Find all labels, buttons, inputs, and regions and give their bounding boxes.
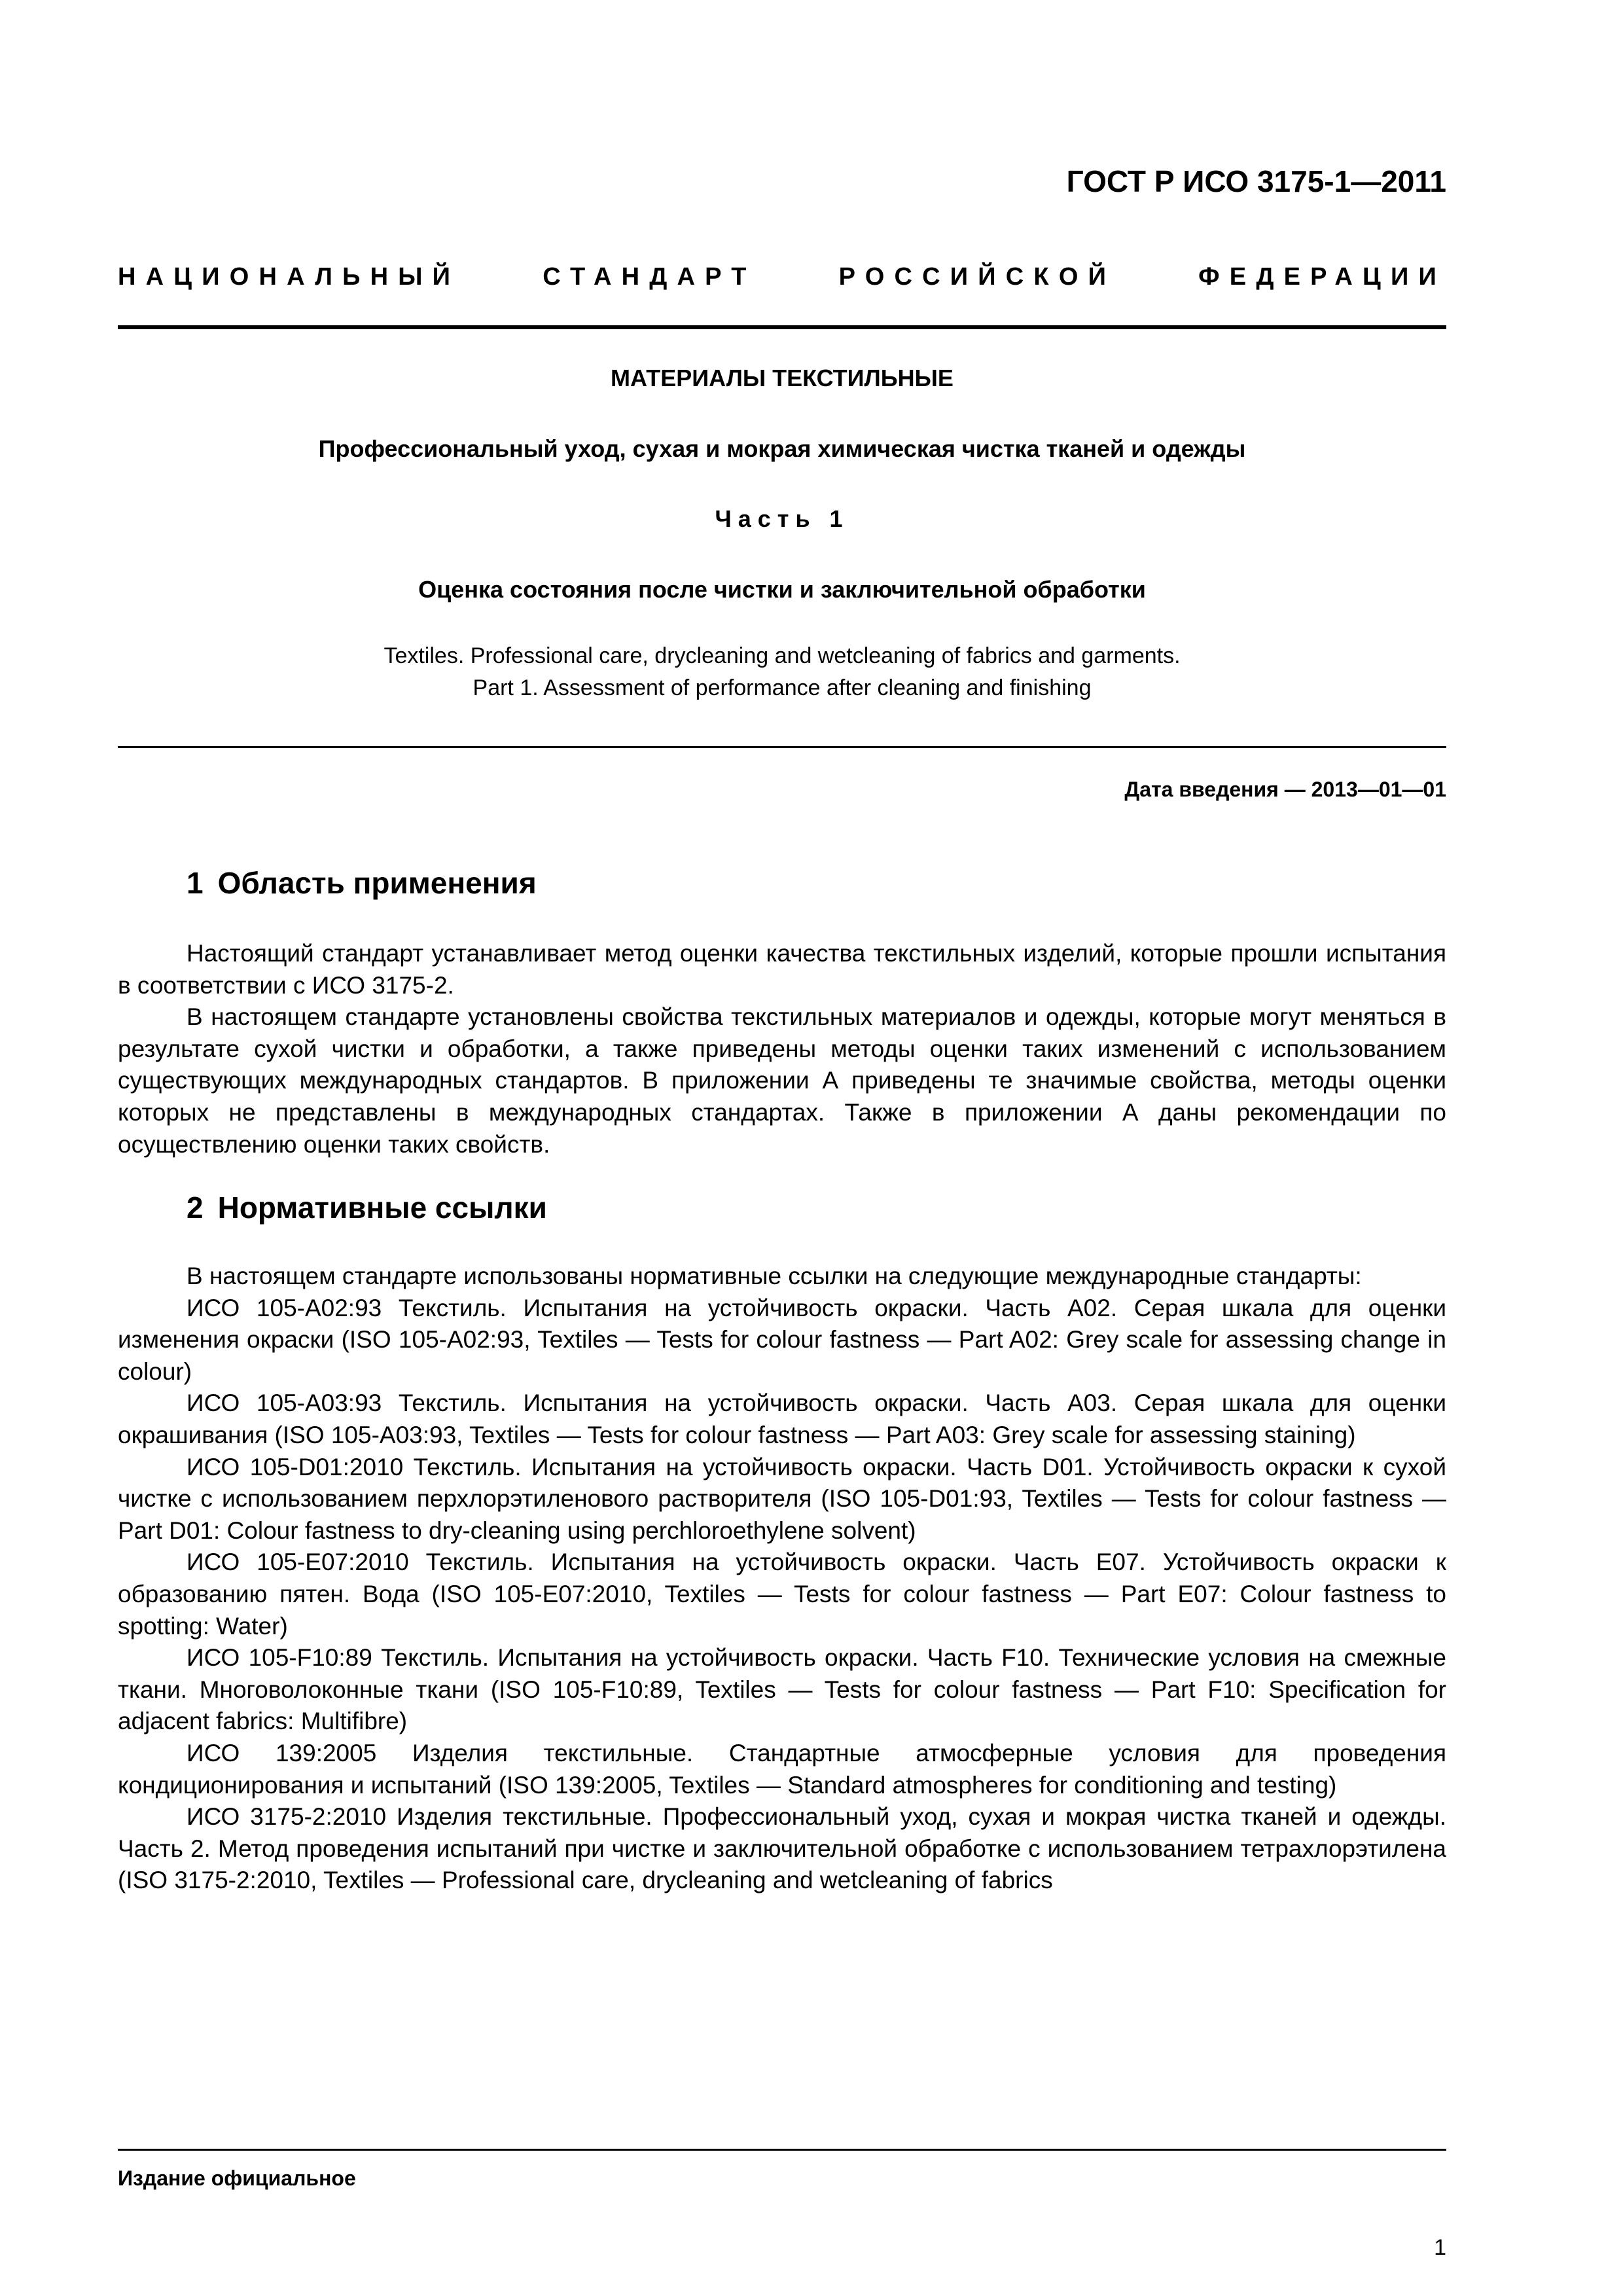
document-subtitle: Профессиональный уход, сухая и мокрая химическая чистка тканей и одежды bbox=[318, 435, 1246, 462]
section-1-heading bbox=[187, 865, 537, 901]
reference-item: ИСО 3175-2:2010 Изделия текстильные. Профессиональный уход, сухая и мокрая чистка тканей и одежды. Часть 2. Метод проведения испытаний при чистке и заключительной обработке с использованием тетрахлорэтилена (ISO 3175-2:2010, Textiles — Professional care, drycleaning and wetcleaning of fabrics bbox=[118, 1803, 1446, 1894]
paragraph: Настоящий стандарт устанавливает метод оценки качества текстильных изделий, которые прошли испытания в соответствии с ИСО 3175-2. bbox=[118, 940, 1446, 999]
banner-word-federation: ФЕДЕРАЦИИ bbox=[1198, 263, 1446, 291]
reference-item: ИСО 139:2005 Изделия текстильные. Стандартные атмосферные условия для проведения кондиционирования и испытаний (ISO 139:2005, Textiles — Standard atmospheres for conditioning and testing) bbox=[118, 1739, 1446, 1799]
section-2-heading bbox=[187, 1190, 547, 1225]
section-2-title: Нормативные ссылки bbox=[217, 1191, 547, 1225]
reference-item: ИСО 105-A02:93 Текстиль. Испытания на устойчивость окраски. Часть А02. Серая шкала для оценки изменения окраски (ISO 105-A02:93, Textiles — Tests for colour fastness — Part A02: Grey scale for assessing change in colour) bbox=[118, 1294, 1446, 1385]
section-1-body bbox=[118, 938, 1446, 1160]
banner-word-russian: РОССИЙСКОЙ bbox=[838, 263, 1116, 291]
header-divider bbox=[118, 325, 1446, 329]
banner-word-national: НАЦИОНАЛЬНЫЙ bbox=[118, 263, 461, 291]
page-number: 1 bbox=[1434, 2235, 1446, 2260]
part-title: Оценка состояния после чистки и заключительной обработки bbox=[418, 576, 1146, 603]
english-title-line-2: Part 1. Assessment of performance after cleaning and finishing bbox=[473, 675, 1092, 700]
introduction-date: Дата введения — 2013—01—01 bbox=[1124, 778, 1446, 801]
section-1-title: Область применения bbox=[217, 866, 537, 900]
document-part: Часть 1 bbox=[715, 505, 849, 532]
reference-item: ИСО 105-F10:89 Текстиль. Испытания на устойчивость окраски. Часть F10. Технические условия на смежные ткани. Многоволоконные ткани (ISO 105-F10:89, Textiles — Tests for colour fastness — Part F10: Specification for adjacent fabrics: Multifibre) bbox=[118, 1644, 1446, 1735]
footer-divider bbox=[118, 2149, 1446, 2151]
document-title: МАТЕРИАЛЫ ТЕКСТИЛЬНЫЕ bbox=[611, 365, 954, 391]
section-1-number: 1 bbox=[187, 866, 204, 900]
paragraph: В настоящем стандарте использованы нормативные ссылки на следующие международные стандарты: bbox=[187, 1263, 1362, 1289]
section-2-body bbox=[118, 1261, 1446, 1897]
gost-number: ГОСТ Р ИСО 3175-1—2011 bbox=[1066, 164, 1446, 198]
section-2-number: 2 bbox=[187, 1191, 204, 1225]
english-title-line-1: Textiles. Professional care, drycleaning and wetcleaning of fabrics and garments. bbox=[383, 643, 1181, 668]
paragraph: В настоящем стандарте установлены свойства текстильных материалов и одежды, которые могут меняться в результате сухой чистки и обработки, а также приведены методы оценки таких изменений с использованием существующих международных стандартов. В приложении А приведены те значимые свойства, методы оценки которых не представлены в международных стандартах. Также в приложении А даны рекомендации по осуществлению оценки таких свойств. bbox=[118, 1003, 1446, 1158]
official-edition-note: Издание официальное bbox=[118, 2166, 356, 2190]
reference-item: ИСО 105-D01:2010 Текстиль. Испытания на устойчивость окраски. Часть D01. Устойчивость окраски к сухой чистке с использованием перхлорэтиленового растворителя (ISO 105-D01:93, Textiles — Tests for colour fastness — Part D01: Colour fastness to dry-cleaning using perchloroethylene solvent) bbox=[118, 1453, 1446, 1544]
national-standard-banner bbox=[118, 263, 1446, 291]
reference-item: ИСО 105-A03:93 Текстиль. Испытания на устойчивость окраски. Часть А03. Серая шкала для оценки окрашивания (ISO 105-A03:93, Textiles — Tests for colour fastness — Part A03: Grey scale for assessing staining) bbox=[118, 1390, 1446, 1448]
document-page bbox=[118, 0, 1446, 2296]
reference-item: ИСО 105-E07:2010 Текстиль. Испытания на устойчивость окраски. Часть Е07. Устойчивость окраски к образованию пятен. Вода (ISO 105-E07:2010, Textiles — Tests for colour fastness — Part E07: Colour fastness to spotting: Water) bbox=[118, 1549, 1446, 1640]
title-divider bbox=[118, 746, 1446, 748]
banner-word-standard: СТАНДАРТ bbox=[543, 263, 757, 291]
